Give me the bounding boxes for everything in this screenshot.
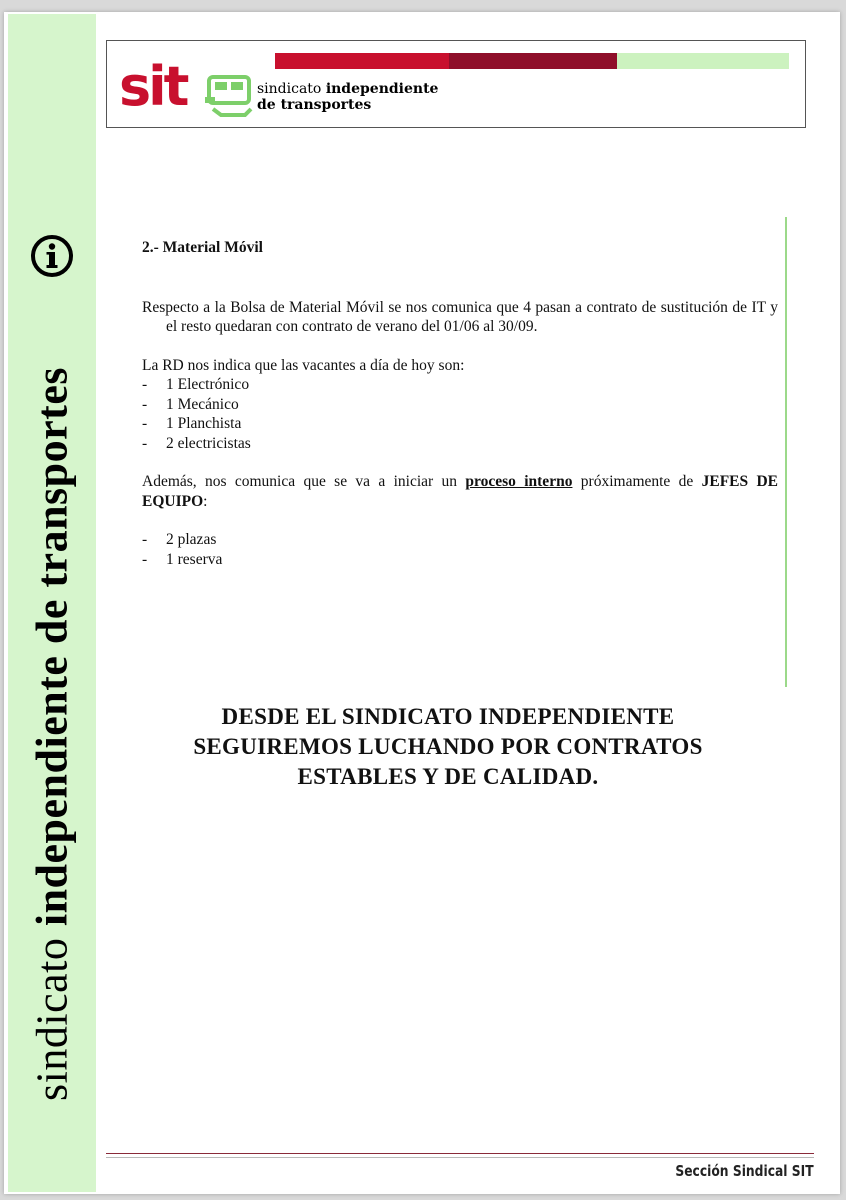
- sidebar-org-name: [27, 367, 78, 1101]
- org-name: [257, 81, 438, 113]
- positions-list: [142, 530, 778, 569]
- list-item: - 1 Mecánico: [142, 395, 239, 413]
- org-name-bold: independiente: [325, 81, 439, 97]
- header-bar-red: [275, 53, 449, 69]
- list-item: - 1 Planchista: [142, 415, 242, 432]
- org-name-line2: de transportes: [257, 97, 372, 113]
- sidebar: [8, 14, 96, 1192]
- sidebar-org-light: sindicato: [27, 926, 77, 1101]
- paragraph-vacancies-intro: La RD nos indica que las vacantes a día de hoy son:: [142, 356, 465, 374]
- margin-rule: [785, 217, 787, 687]
- document-body: [138, 238, 778, 588]
- logo-word: sit: [119, 55, 187, 118]
- header-bar-green: [617, 53, 789, 69]
- vacancies-list: [142, 375, 778, 453]
- sidebar-org-bold: independiente de transportes: [27, 367, 77, 927]
- closing-line: SEGUIREMOS LUCHANDO POR CONTRATOS: [193, 734, 703, 759]
- closing-line: DESDE EL SINDICATO INDEPENDIENTE: [221, 704, 675, 729]
- paragraph-proceso-interno: Además, nos comunica que se va a iniciar un proceso interno próximamente de JEFES DE EQUIPO:: [142, 473, 779, 510]
- info-icon: [30, 234, 74, 278]
- paragraph-material-movil: Respecto a la Bolsa de Material Móvil se nos comunica que 4 pasan a contrato de sustitución de IT y el resto quedaran con contrato de verano del 01/06 al 30/09.: [142, 298, 778, 335]
- sit-logo: [117, 49, 257, 123]
- letterhead: [106, 40, 806, 128]
- proceso-interno-emphasis: proceso interno: [465, 473, 573, 490]
- footer-divider: [106, 1153, 814, 1154]
- train-icon: [205, 77, 251, 115]
- list-item: - 1 reserva: [142, 550, 223, 568]
- section-heading: 2.- Material Móvil: [142, 239, 263, 256]
- list-item: - 2 plazas: [142, 531, 217, 548]
- list-item: - 1 Electrónico: [142, 376, 250, 393]
- closing-statement: [108, 702, 788, 792]
- footer-label: Sección Sindical SIT: [675, 1162, 814, 1180]
- footer-divider-secondary: [106, 1157, 814, 1158]
- closing-line: ESTABLES Y DE CALIDAD.: [297, 764, 599, 789]
- document-page: [4, 12, 840, 1194]
- org-name-light: sindicato: [257, 81, 326, 97]
- header-bar-dark: [449, 53, 617, 69]
- list-item: - 2 electricistas: [142, 434, 251, 452]
- jefes-equipo-emphasis: JEFES DE EQUIPO: [142, 473, 779, 510]
